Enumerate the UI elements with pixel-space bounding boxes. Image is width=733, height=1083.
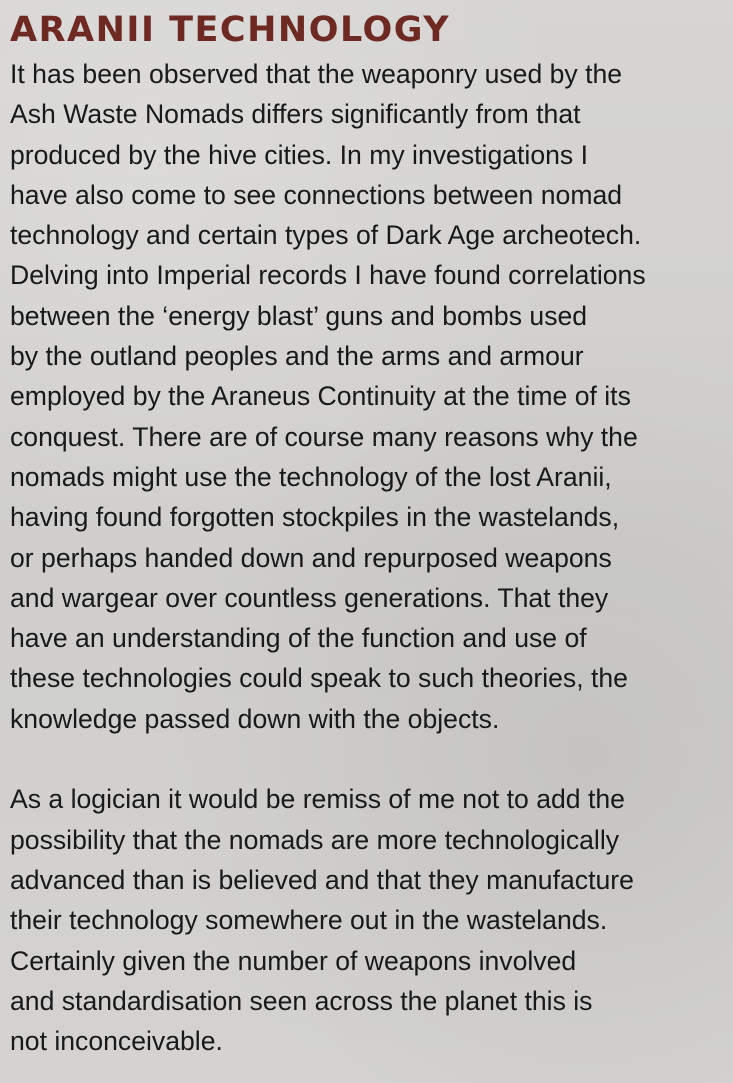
text-line: nomads might use the technology of the lost Aranii, <box>10 461 612 492</box>
paragraph-1 <box>10 54 733 739</box>
paragraph-2 <box>10 779 733 1061</box>
text-line: by the outland peoples and the arms and armour <box>10 341 584 372</box>
text-line: employed by the Araneus Continuity at the time of its <box>10 381 631 412</box>
text-line: advanced than is believed and that they manufacture <box>10 864 634 895</box>
text-line: having found forgotten stockpiles in the wastelands, <box>10 502 620 533</box>
text-line: or perhaps handed down and repurposed weapons <box>10 542 612 573</box>
text-line: between the ‘energy blast’ guns and bombs used <box>10 300 588 331</box>
section-title: ARANII TECHNOLOGY <box>10 10 451 50</box>
text-line: Ash Waste Nomads differs significantly from that <box>10 99 581 130</box>
text-line: and wargear over countless generations. That they <box>10 582 609 613</box>
paragraph-spacer <box>10 739 733 779</box>
text-line: Certainly given the number of weapons involved <box>10 945 577 976</box>
text-line: As a logician it would be remiss of me not to add the <box>10 784 625 815</box>
text-line: have also come to see connections between nomad <box>10 179 623 210</box>
text-line: It has been observed that the weaponry used by the <box>10 59 623 89</box>
text-line: knowledge passed down with the objects. <box>10 703 500 734</box>
text-line: not inconceivable. <box>10 1026 223 1057</box>
text-line: conquest. There are of course many reasons why the <box>10 421 638 452</box>
text-line: and standardisation seen across the planet this is <box>10 985 593 1016</box>
text-line: their technology somewhere out in the wastelands. <box>10 905 608 936</box>
text-line: have an understanding of the function and use of <box>10 623 587 654</box>
text-line: produced by the hive cities. In my investigations I <box>10 139 588 170</box>
text-line: technology and certain types of Dark Age archeotech. <box>10 220 642 251</box>
text-line: these technologies could speak to such theories, the <box>10 663 628 694</box>
text-line: Delving into Imperial records I have found correlations <box>10 260 646 291</box>
text-line: possibility that the nomads are more technologically <box>10 824 620 855</box>
